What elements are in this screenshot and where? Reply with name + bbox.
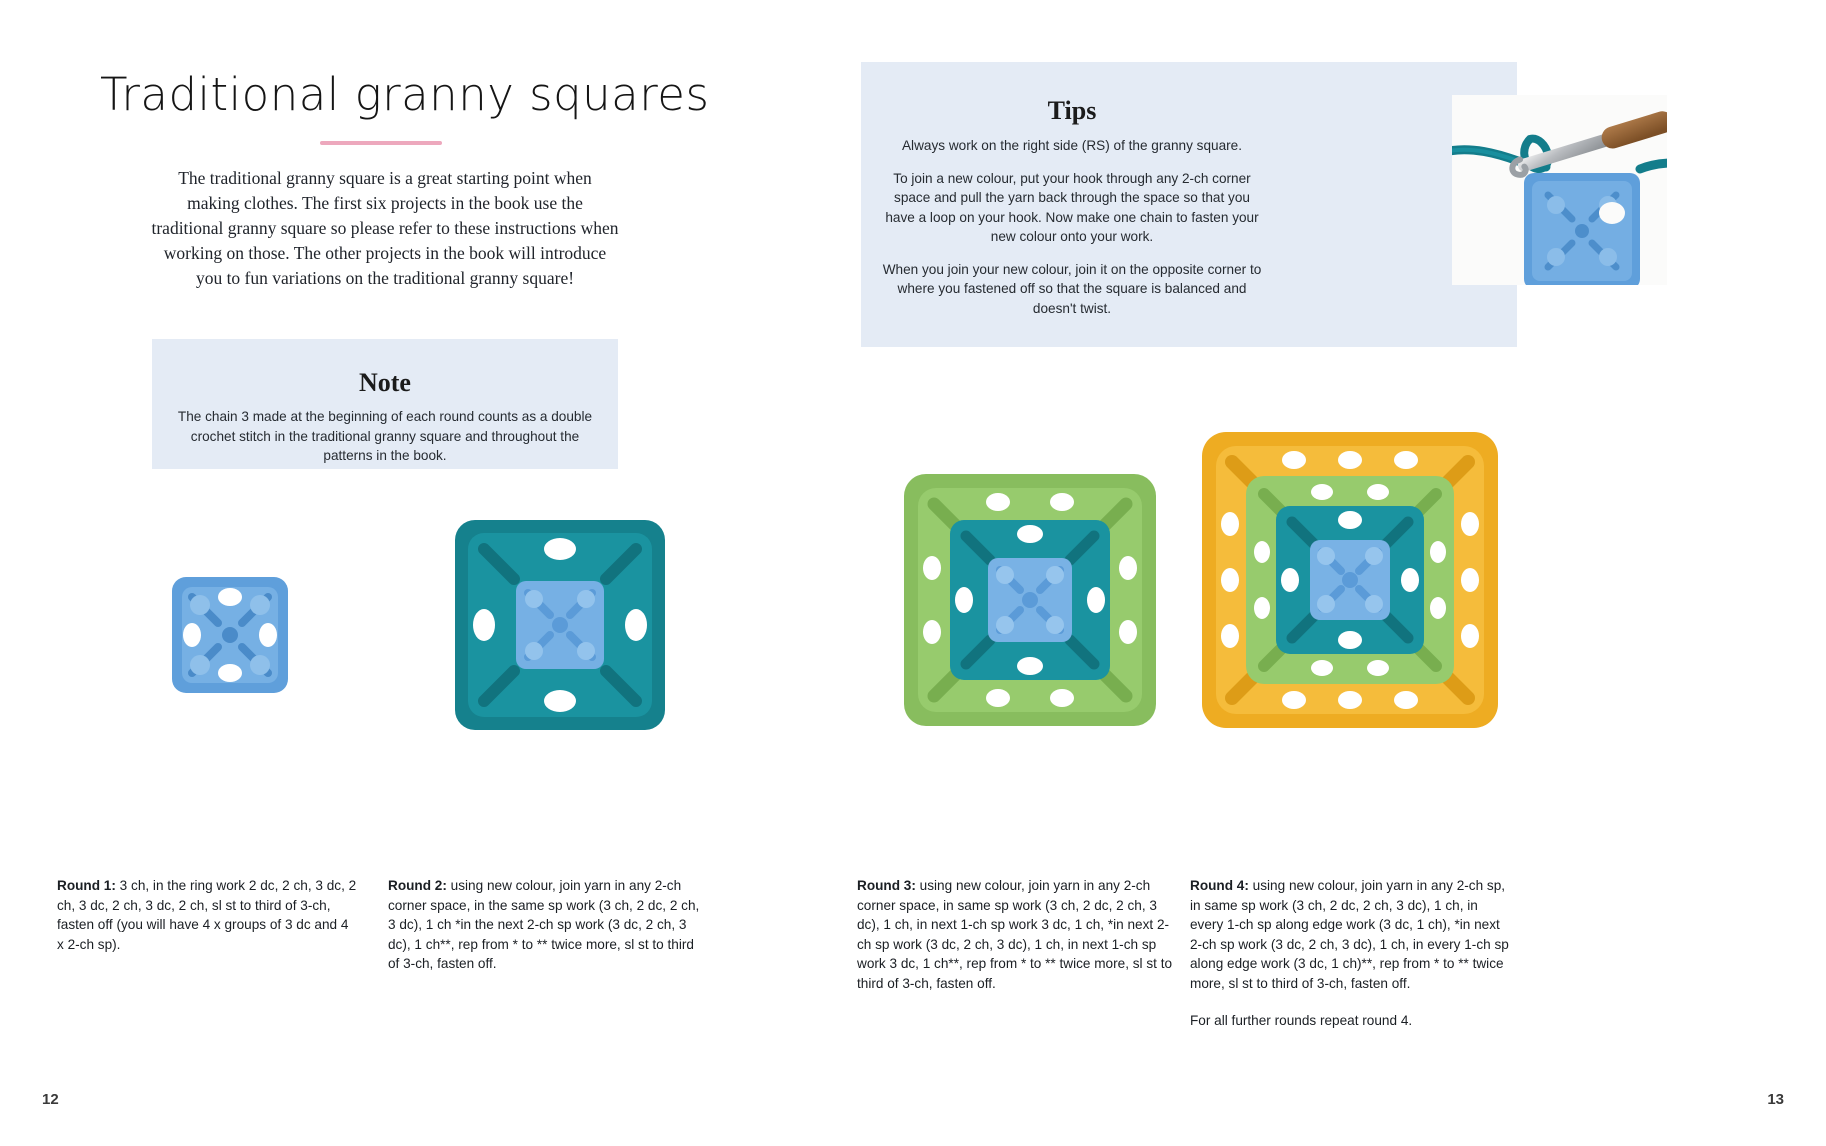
round-3-paragraph (857, 876, 1175, 994)
granny-square-round-1-photo (140, 545, 320, 725)
tips-callout-box (861, 62, 1517, 347)
note-body: The chain 3 made at the beginning of each round counts as a double crochet stitch in the traditional granny square and throughout the patterns in the book. (177, 409, 593, 463)
tips-photo-joining-new-colour (1452, 95, 1667, 285)
round-2-paragraph (388, 876, 708, 974)
round-4-text: using new colour, join yarn in any 2-ch sp, in same sp work (3 ch, 2 dc, 2 ch, 3 dc), 1 ch, in every 1-ch sp along edge work (3 dc, 1 ch), *in next 2-ch sp work (3 dc, 2 ch, 3 dc), 1 ch, in every 1-ch sp along edge work (3 dc, 1 ch)**, rep from * to ** twice more, sl st to third of 3-ch, fasten off. (1190, 878, 1509, 991)
page-title: Traditional granny squares (100, 68, 710, 121)
granny-square-round-3-photo (890, 460, 1170, 740)
note-callout-box (152, 339, 618, 469)
tips-paragraph-1: Always work on the right side (RS) of the granny square. (901, 138, 1242, 153)
round-1-text: 3 ch, in the ring work 2 dc, 2 ch, 3 dc, 2 ch, 3 dc, 2 ch, 3 dc, 2 ch, sl st to third of 3-ch, fasten off (you will have 4 x groups of 3 dc and 4 x 2-ch sp). (57, 878, 357, 952)
round-1-paragraph (57, 876, 357, 954)
round-3-text: using new colour, join yarn in any 2-ch corner space, in same sp work (3 ch, 2 dc, 2 ch, 3 dc), 1 ch, in next 1-ch sp work 3 dc, 1 ch, *in next 2-ch sp work (3 dc, 2 ch, 3 dc), 1 ch, in next 1-ch sp work 3 dc, 1 ch**, rep from * to ** twice more, sl st to third of 3-ch, fasten off. (857, 878, 1173, 991)
granny-square-round-4-illustration (1190, 420, 1510, 740)
tips-paragraph-3: When you join your new colour, join it on the opposite corner to where you fastened off so that the square is balanced and doesn't twist. (882, 261, 1262, 316)
title-divider-rule (320, 141, 442, 145)
round-4-instructions (1190, 876, 1510, 1030)
round-2-label: Round 2: (388, 878, 447, 893)
round-4-paragraph (1190, 876, 1510, 994)
page-number-left: 12 (42, 1091, 59, 1108)
round-4-extra-note: For all further rounds repeat round 4. (1190, 1012, 1413, 1028)
page-number-right: 13 (1767, 1091, 1784, 1108)
round-4-label: Round 4: (1190, 878, 1249, 893)
round-1-instructions (57, 876, 357, 954)
tips-heading: Tips (1047, 96, 1097, 125)
tips-text-column (881, 96, 1263, 318)
granny-square-round-2-photo (440, 505, 680, 745)
granny-square-round-2-illustration (440, 505, 680, 745)
tips-paragraph-2: To join a new colour, put your hook through any 2-ch corner space and pull the yarn back through the space so that you have a loop on your hook. Now make one chain to fasten your new colour onto your work. (885, 170, 1259, 244)
round-3-instructions (857, 876, 1175, 994)
round-2-text: using new colour, join yarn in any 2-ch corner space, in the same sp work (3 ch, 2 dc, 2 ch, 3 dc), 1 ch *in the next 2-ch sp work (3 dc, 2 ch, 3 dc), 1 ch**, rep from * to ** twice more, sl st to third of 3-ch, fasten off. (388, 878, 700, 972)
granny-square-round-1-illustration (140, 545, 320, 725)
intro-paragraph: The traditional granny square is a great starting point when making clothes. The first six projects in the book use the traditional granny square so please refer to these instructions when working on those. The other projects in the book will introduce you to fun variations on the traditional granny square! (151, 168, 619, 288)
round-3-label: Round 3: (857, 878, 916, 893)
note-heading: Note (359, 368, 411, 397)
round-2-instructions (388, 876, 708, 974)
granny-square-round-4-photo (1190, 420, 1510, 740)
round-1-label: Round 1: (57, 878, 116, 893)
granny-square-round-3-illustration (890, 460, 1170, 740)
tips-photo-illustration (1452, 95, 1667, 285)
